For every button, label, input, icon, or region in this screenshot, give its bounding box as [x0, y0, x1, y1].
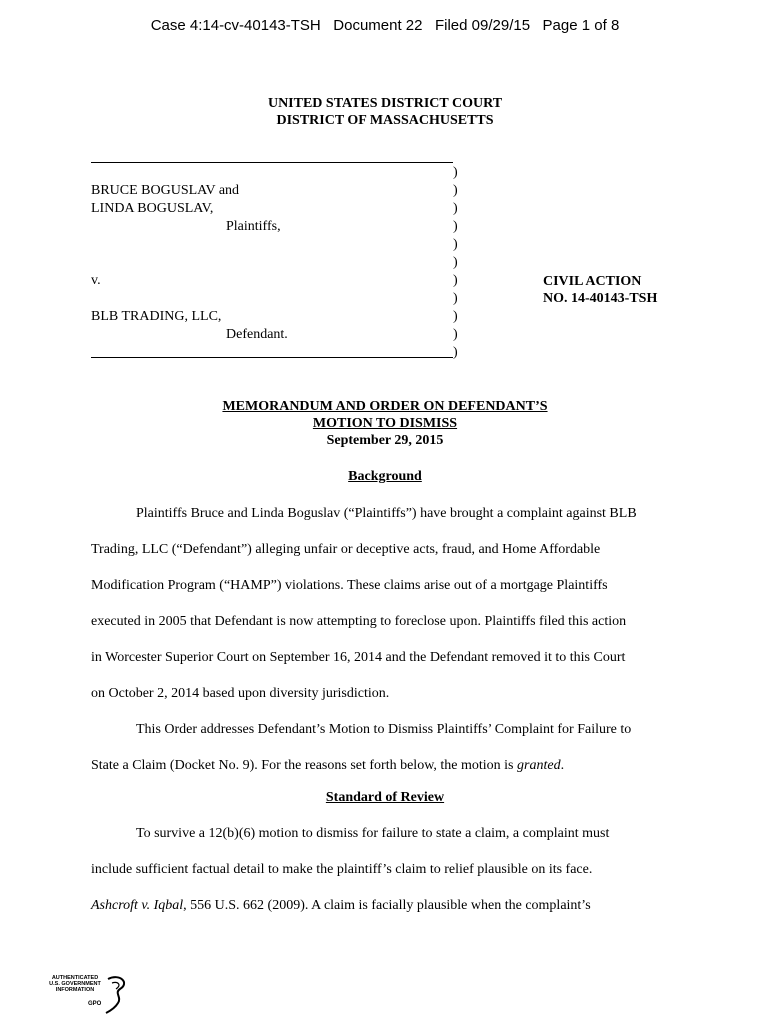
standard-of-review-heading: Standard of Review — [325, 790, 445, 805]
eagle-icon — [104, 975, 130, 1015]
memorandum-title — [0, 398, 770, 449]
filing-header: Case 4:14-cv-40143-TSH Document 22 Filed 09/29/15 Page 1 of 8 — [150, 17, 620, 34]
text-line: This Order addresses Defendant’s Motion to Dismiss Plaintiffs’ Complaint for Failure to — [136, 722, 632, 737]
defendant-role: Defendant. — [226, 327, 288, 342]
text-line: in Worcester Superior Court on September 16, 2014 and the Defendant removed it to this Court — [91, 650, 626, 665]
text-line: Trading, LLC (“Defendant”) alleging unfair or deceptive acts, fraud, and Home Affordable — [91, 542, 601, 557]
background-paragraph-1 — [91, 496, 687, 784]
title-date: September 29, 2015 — [326, 433, 444, 448]
court-name-line1: UNITED STATES DISTRICT COURT — [267, 96, 503, 111]
gpo-authentication-seal — [40, 975, 130, 1015]
standard-paragraph — [91, 816, 687, 924]
text-line: To survive a 12(b)(6) motion to dismiss for failure to state a claim, a complaint must — [136, 826, 610, 841]
text-line: include sufficient factual detail to make the plaintiff’s claim to relief plausible on its face. — [91, 862, 593, 877]
seal-line: INFORMATION — [55, 987, 95, 993]
court-name-line2: DISTRICT OF MASSACHUSETTS — [276, 113, 494, 128]
case-citation: Ashcroft v. Iqbal — [91, 898, 184, 913]
civil-action-docket: NO. 14-40143-TSH — [543, 291, 658, 306]
seal-line: U.S. GOVERNMENT — [49, 981, 101, 987]
italic-term: granted — [517, 758, 561, 773]
plaintiff-name-2: LINDA BOGUSLAV, — [91, 201, 214, 216]
civil-action-number — [543, 273, 657, 307]
versus: v. — [91, 273, 101, 288]
text-line: on October 2, 2014 based upon diversity jurisdiction. — [91, 686, 390, 701]
seal-text — [40, 975, 110, 993]
seal-mark: GPO — [88, 1001, 102, 1007]
plaintiff-role: Plaintiffs, — [226, 219, 281, 234]
text-segment: . — [560, 758, 565, 773]
caption-top-rule — [91, 162, 453, 163]
defendant-name: BLB TRADING, LLC, — [91, 309, 222, 324]
caption-bottom-rule — [91, 357, 453, 358]
background-heading: Background — [348, 469, 422, 484]
text-line: Modification Program (“HAMP”) violations. These claims arise out of a mortgage Plaintiffs — [91, 578, 608, 593]
text-segment: State a Claim (Docket No. 9). For the reasons set forth below, the motion is — [91, 758, 518, 773]
title-line2: MOTION TO DISMISS — [312, 416, 458, 431]
text-line — [91, 748, 687, 784]
seal-line: AUTHENTICATED — [51, 975, 99, 981]
text-line — [91, 888, 687, 924]
civil-action-label: CIVIL ACTION — [543, 274, 642, 289]
plaintiff-name-1: BRUCE BOGUSLAV and — [91, 183, 240, 198]
title-line1: MEMORANDUM AND ORDER ON DEFENDANT’S — [222, 399, 548, 414]
text-segment: , 556 U.S. 662 (2009). A claim is facially plausible when the complaint’s — [183, 898, 591, 913]
text-line: executed in 2005 that Defendant is now attempting to foreclose upon. Plaintiffs filed this action — [91, 614, 627, 629]
court-name — [0, 95, 770, 129]
text-line: Plaintiffs Bruce and Linda Boguslav (“Plaintiffs”) have brought a complaint against BLB — [136, 506, 637, 521]
caption-paren-column: ) ) ) ) ) ) ) ) ) ) ) — [453, 165, 458, 360]
